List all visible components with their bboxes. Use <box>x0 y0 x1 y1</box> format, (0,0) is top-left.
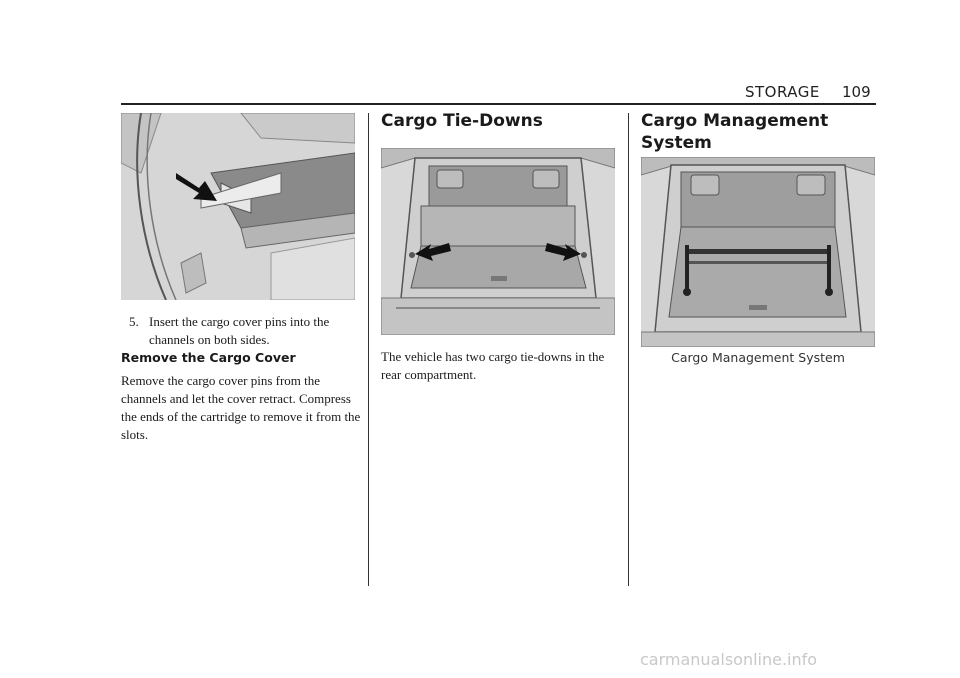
page-number: 109 <box>842 83 871 101</box>
watermark: carmanualsonline.info <box>640 650 818 669</box>
remove-cover-paragraph: Remove the cargo cover pins from the channels and let the cover retract. Compress the ends of the cartridge to remove it from the slots. <box>121 373 361 442</box>
step-text: Insert the cargo cover pins into the channels on both sides. <box>149 314 330 347</box>
step-5 <box>129 313 359 353</box>
header-rule <box>121 103 876 105</box>
cargo-tie-downs-illustration <box>381 148 615 335</box>
section-title: STORAGE <box>745 83 820 101</box>
heading-cargo-management-line1: Cargo Management <box>641 111 829 131</box>
cargo-cover-illustration <box>121 113 355 300</box>
figure-caption: Cargo Management System <box>671 350 845 365</box>
heading-cargo-management-line2: System <box>641 133 712 153</box>
cargo-management-illustration <box>641 157 875 347</box>
tie-downs-paragraph: The vehicle has two cargo tie-downs in the rear compartment. <box>381 349 605 382</box>
column-divider <box>368 113 369 586</box>
subheading-remove-cargo-cover: Remove the Cargo Cover <box>121 350 296 365</box>
step-number: 5. <box>129 314 139 329</box>
column-divider <box>628 113 629 586</box>
heading-cargo-tie-downs: Cargo Tie-Downs <box>381 111 543 131</box>
